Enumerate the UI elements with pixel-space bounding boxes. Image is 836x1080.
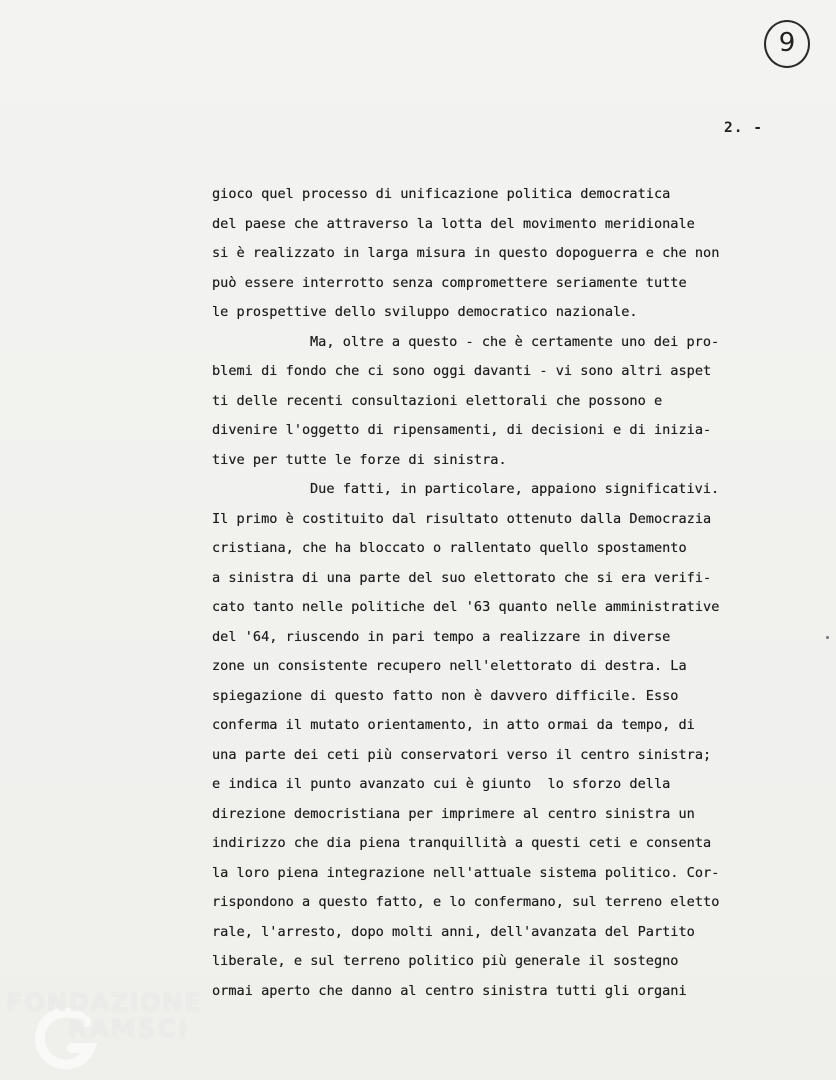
text-line: liberale, e sul terreno politico più generale il sostegno [212,953,679,969]
text-line-paragraph-start: Ma, oltre a questo - che è certamente uno dei pro- [310,333,720,350]
text-line: ti delle recenti consultazioni elettorali che possono e [212,392,663,409]
text-line: del '64, riuscendo in pari tempo a realizzare in diverse [212,628,671,645]
text-line: può essere interrotto senza compromettere seriamente tutte [212,274,687,291]
folio-number-circle: 9 [764,20,810,68]
text-line: del paese che attraverso la lotta del movimento meridionale [212,215,695,232]
watermark-line-2: RAMSCI [68,1014,190,1043]
text-line: Il primo è costituito dal risultato ottenuto dalla Democrazia [212,510,712,527]
text-line: la loro piena integrazione nell'attuale sistema politico. Cor- [212,864,720,881]
text-line: cato tanto nelle politiche del '63 quanto nelle amministrative [212,599,720,615]
page-number: 2. - [724,120,763,136]
watermark-line-1: FONDAZIONE [6,988,203,1017]
text-line: rale, l'arresto, dopo molti anni, dell'avanzata del Partito [212,923,695,940]
text-line: divenire l'oggetto di ripensamenti, di decisioni e di inizia- [212,422,712,438]
text-line: tive per tutte le forze di sinistra. [212,451,507,468]
text-line: spiegazione di questo fatto non è davvero difficile. Esso [212,687,679,704]
text-line: si è realizzato in larga misura in questo dopoguerra e che non [212,245,720,261]
text-line: le prospettive dello sviluppo democratico nazionale. [212,304,638,320]
text-line: e indica il punto avanzato cui è giunto lo sforzo della [212,776,671,792]
text-line: una parte dei ceti più conservatori verso il centro sinistra; [212,746,712,763]
paper-speck [826,636,829,639]
text-line: ormai aperto che danno al centro sinistra tutti gli organi [212,982,687,999]
text-line: rispondono a questo fatto, e lo confermano, sul terreno eletto [212,894,720,910]
text-line-paragraph-start: Due fatti, in particolare, appaiono significativi. [310,481,720,497]
text-line: indirizzo che dia piena tranquillità a questi ceti e consenta [212,835,712,851]
text-line: blemi di fondo che ci sono oggi davanti - vi sono altri aspet [212,363,712,379]
text-line: zone un consistente recupero nell'elettorato di destra. La [212,658,687,674]
text-line: conferma il mutato orientamento, in atto ormai da tempo, di [212,717,695,733]
text-line: gioco quel processo di unificazione politica democratica [212,186,671,202]
fondazione-gramsci-watermark [4,986,214,1076]
text-line: cristiana, che ha bloccato o rallentato quello spostamento [212,540,687,556]
text-line: direzione democristiana per imprimere al centro sinistra un [212,805,695,822]
text-line: a sinistra di una parte del suo elettorato che si era verifi- [212,569,712,586]
typewritten-body [212,180,830,1006]
